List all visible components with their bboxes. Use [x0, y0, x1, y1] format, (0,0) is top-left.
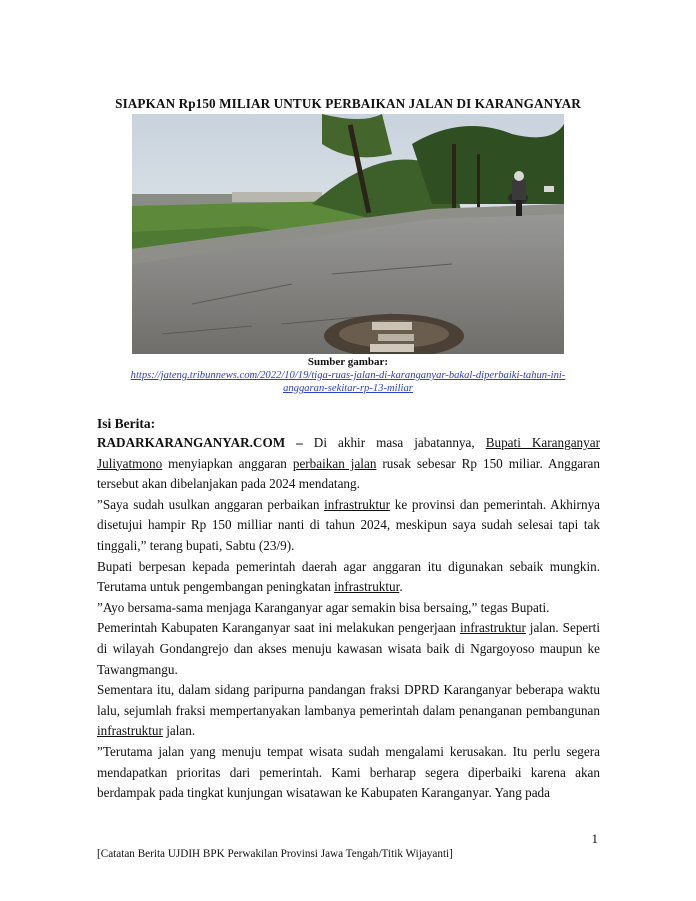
- paragraph: [97, 680, 600, 742]
- text-span: ”Saya sudah usulkan anggaran perbaikan: [97, 496, 325, 512]
- article-link[interactable]: infrastruktur: [324, 496, 391, 512]
- paragraph: [97, 433, 600, 495]
- paragraph: [97, 618, 600, 680]
- paragraph: [97, 495, 600, 557]
- road-photo: [132, 114, 564, 354]
- article-link[interactable]: infrastruktur: [334, 579, 400, 595]
- section-heading: Isi Berita:: [97, 416, 156, 431]
- page-title: SIAPKAN Rp150 MILIAR UNTUK PERBAIKAN JALAN DI KARANGANYAR: [115, 96, 581, 111]
- paragraph: ”Ayo bersama-sama menjaga Karanganyar agar semakin bisa bersaing,” tegas Bupati.: [97, 599, 550, 615]
- article-link[interactable]: infrastruktur: [459, 620, 526, 636]
- caption-label: Sumber gambar:: [307, 356, 389, 368]
- text-span: Bupati berpesan kepada pemerintah daerah agar anggaran itu digunakan sebaik mungkin. Terutama untuk pengembangan peningkatan: [97, 558, 600, 595]
- article-link[interactable]: infrastruktur: [97, 723, 163, 739]
- text-span: menyiapkan anggaran: [162, 455, 293, 471]
- footer-note: [Catatan Berita UJDIH BPK Perwakilan Provinsi Jawa Tengah/Titik Wijayanti]: [97, 848, 453, 860]
- text-span: jalan. Seperti di wilayah Gondangrejo dan akses menuju kawasan wisata baik di Ngargoyoso maupun ke Tawangmangu.: [97, 620, 601, 677]
- text-span: rusak sebesar Rp 150 miliar. Anggaran tersebut akan dibelanjakan pada 2024 mendatang.: [97, 455, 600, 492]
- source-lead: RADARKARANGANYAR.COM –: [97, 435, 303, 450]
- page-number: 1: [591, 831, 598, 846]
- text-span: ke provinsi dan pemerintah. Akhirnya disetujui hampir Rp 150 milliar nanti di tahun 2024, meskipun saya sudah selesai tapi tak tinggali,” terang bupati, Sabtu (23/9).: [97, 496, 600, 553]
- text-span: Sementara itu, dalam sidang paripurna pandangan fraksi DPRD Karanganyar beberapa waktu lalu, sejumlah fraksi mempertanyakan lambanya pemerintah dalam penanganan pembangunan: [97, 682, 600, 718]
- article-link[interactable]: Bupati Karanganyar Juliyatmono: [97, 435, 600, 471]
- text-span: .: [399, 579, 403, 595]
- paragraph: ”Terutama jalan yang menuju tempat wisata sudah mengalami kerusakan. Itu perlu segera mendapatkan prioritas dari pemerintah. Kami berharap segera diperbaiki karena akan berdampak pada tingkat kunjungan wisatawan ke Kabupaten Karanganyar. Yang pada: [97, 743, 600, 801]
- text-span: Di akhir masa jabatannya,: [302, 435, 486, 450]
- text-span: jalan.: [162, 723, 196, 739]
- article-link[interactable]: perbaikan jalan: [292, 455, 377, 471]
- article-body: [97, 433, 600, 804]
- damaged-road-image: [132, 114, 564, 354]
- source-link[interactable]: https://jateng.tribunnews.com/2022/10/19/tiga-ruas-jalan-di-karanganyar-bakal-diperbaiki-tahun-ini-anggaran-sekitar-rp-13-miliar: [130, 370, 566, 394]
- paragraph: [97, 557, 600, 598]
- text-span: Pemerintah Kabupaten Karanganyar saat ini melakukan pengerjaan: [97, 620, 460, 636]
